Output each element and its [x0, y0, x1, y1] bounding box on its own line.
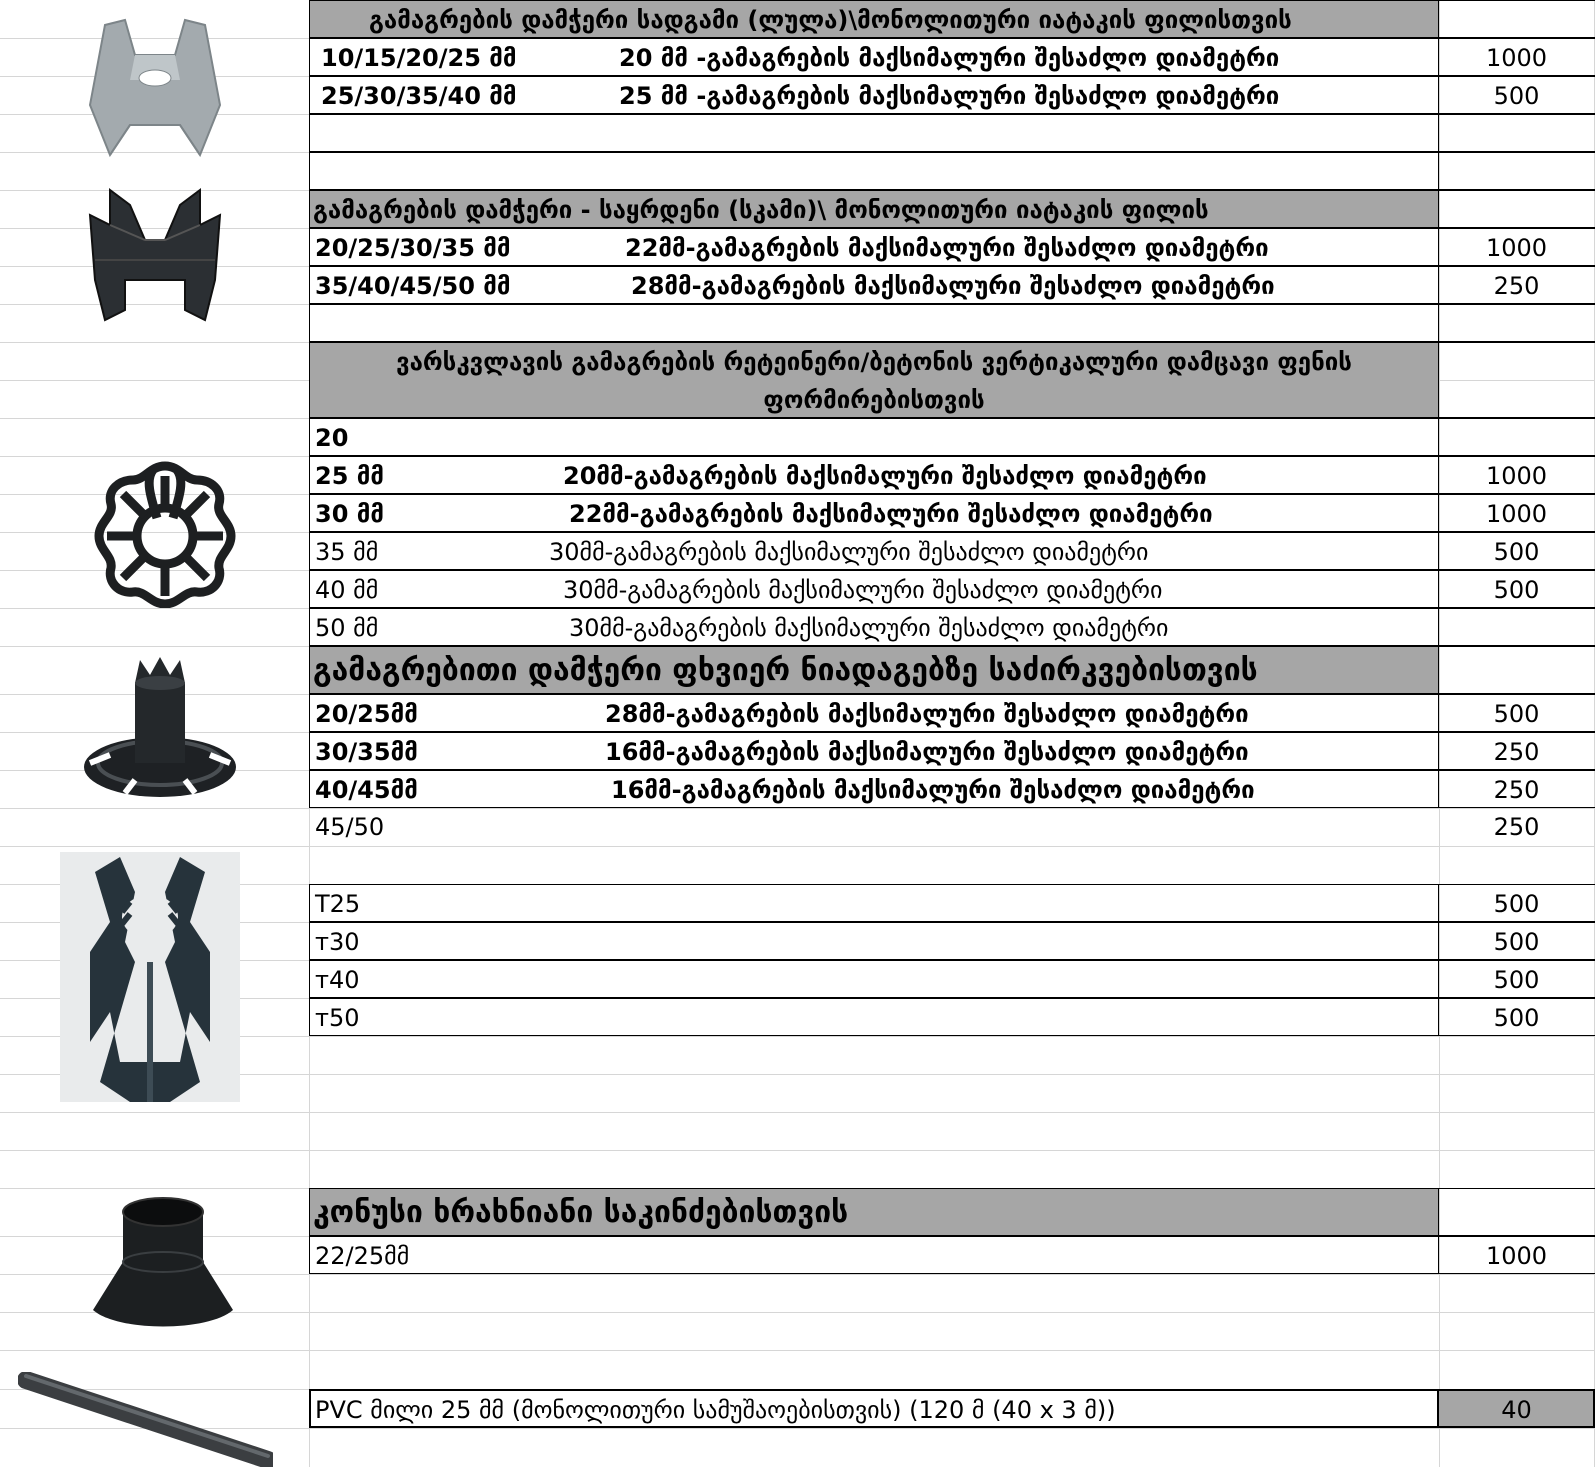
- size-cell: 20/25მმ: [315, 700, 418, 728]
- table-row[interactable]: [309, 418, 1595, 456]
- size-cell: 20/25/30/35 მმ: [315, 234, 511, 262]
- section4-header-row[interactable]: [309, 646, 1595, 694]
- cone-icon: [88, 1192, 238, 1332]
- desc-cell: 30მმ-გამაგრების მაქსიმალური შესაძლო დიამეტრი: [549, 538, 1149, 566]
- section6-header-row[interactable]: [309, 1188, 1595, 1236]
- desc-cell: 20მმ-გამაგრების მაქსიმალური შესაძლო დიამეტრი: [563, 462, 1207, 490]
- qty-cell: 500: [1493, 890, 1540, 918]
- qty-cell: 250: [1493, 776, 1540, 804]
- desc-cell: 30მმ-გამაგრების მაქსიმალური შესაძლო დიამეტრი: [569, 614, 1169, 642]
- qty-cell: 500: [1493, 82, 1540, 110]
- qty-cell: 40: [1501, 1396, 1532, 1424]
- desc-cell: 22მმ-გამაგრების მაქსიმალური შესაძლო დიამეტრი: [625, 234, 1269, 262]
- base-plate-spacer-icon: [80, 655, 240, 805]
- qty-cell: 500: [1493, 966, 1540, 994]
- table-row[interactable]: [309, 998, 1595, 1036]
- gridline: [0, 1150, 1595, 1151]
- section3-title-line2: ფორმირებისთვის: [763, 386, 985, 414]
- size-cell: т30: [315, 928, 360, 956]
- gridline: [0, 1312, 1595, 1313]
- table-row[interactable]: [309, 1236, 1595, 1274]
- star-wheel-spacer-icon: [85, 458, 245, 608]
- table-row[interactable]: [309, 770, 1595, 808]
- qty-cell: 500: [1493, 576, 1540, 604]
- qty-cell: 1000: [1485, 44, 1548, 72]
- section1-header-row[interactable]: [309, 0, 1595, 38]
- size-cell: 40 მმ: [315, 576, 379, 604]
- qty-cell: 250: [1493, 813, 1540, 841]
- qty-cell: 500: [1493, 928, 1540, 956]
- vertical-clip-spacer-icon: [60, 852, 240, 1102]
- desc-cell: 30მმ-გამაგრების მაქსიმალური შესაძლო დიამეტრი: [563, 576, 1163, 604]
- table-row[interactable]: [309, 494, 1595, 532]
- table-row[interactable]: [309, 532, 1595, 570]
- qty-cell: 1000: [1485, 234, 1548, 262]
- size-cell: PVC მილი 25 მმ (მონოლითური სამუშაოებისთვის) (120 მ (40 x 3 მ)): [315, 1396, 1116, 1424]
- size-cell: 25 მმ: [315, 462, 385, 490]
- size-cell: 45/50: [315, 813, 385, 841]
- size-cell: 10/15/20/25 მმ: [321, 44, 517, 72]
- qty-cell: 1000: [1485, 462, 1548, 490]
- size-cell: 35/40/45/50 მმ: [315, 272, 511, 300]
- table-row[interactable]: [309, 732, 1595, 770]
- qty-cell: 500: [1493, 700, 1540, 728]
- table-row[interactable]: [309, 694, 1595, 732]
- black-chair-spacer-icon: [85, 185, 225, 325]
- empty-row[interactable]: [309, 304, 1595, 342]
- qty-cell: 250: [1493, 738, 1540, 766]
- section2-title: გამაგრების დამჭერი - საყრდენი (სკამი)\ მონოლითური იატაკის ფილის: [313, 196, 1209, 224]
- gridline: [0, 1274, 1595, 1275]
- size-cell: 25/30/35/40 მმ: [321, 82, 517, 110]
- section6-title: კონუსი ხრახნიანი საკინძებისთვის: [313, 1195, 849, 1230]
- section1-title: გამაგრების დამჭერი სადგამი (ლულა)\მონოლითური იატაკის ფილისთვის: [369, 6, 1292, 34]
- gray-spacer-chair-icon: [80, 10, 230, 160]
- table-row[interactable]: [309, 76, 1595, 114]
- size-cell: 30 მმ: [315, 500, 385, 528]
- desc-cell: 22მმ-გამაგრების მაქსიმალური შესაძლო დიამეტრი: [569, 500, 1213, 528]
- qty-cell: 1000: [1485, 500, 1548, 528]
- section3-title-line1: ვარსკვლავის გამაგრების რეტეინერი/ბეტონის ვერტიკალური დამცავი ფენის: [396, 348, 1352, 376]
- section4-title: გამაგრებითი დამჭერი ფხვიერ ნიადაგებზე საძირკვებისთვის: [313, 653, 1258, 688]
- size-cell: 35 მმ: [315, 538, 379, 566]
- qty-cell: 500: [1493, 538, 1540, 566]
- size-cell: 22/25მმ: [315, 1242, 410, 1270]
- desc-cell: 20 მმ -გამაგრების მაქსიმალური შესაძლო დიამეტრი: [619, 44, 1280, 72]
- table-row[interactable]: [309, 266, 1595, 304]
- size-cell: 50 მმ: [315, 614, 379, 642]
- table-row[interactable]: [309, 38, 1595, 76]
- size-cell: 20: [315, 424, 349, 452]
- size-cell: 40/45მმ: [315, 776, 418, 804]
- table-row[interactable]: [309, 1389, 1595, 1428]
- desc-cell: 16მმ-გამაგრების მაქსიმალური შესაძლო დიამეტრი: [611, 776, 1255, 804]
- table-row[interactable]: [309, 228, 1595, 266]
- gridline: [0, 1350, 1595, 1351]
- gridline: [0, 1112, 1595, 1113]
- pvc-pipe-icon: [18, 1372, 273, 1467]
- qty-cell: 1000: [1485, 1242, 1548, 1270]
- gridline: [0, 846, 1595, 847]
- desc-cell: 16მმ-გამაგრების მაქსიმალური შესაძლო დიამეტრი: [605, 738, 1249, 766]
- table-row[interactable]: [309, 922, 1595, 960]
- size-cell: 30/35მმ: [315, 738, 418, 766]
- size-cell: T25: [315, 890, 361, 918]
- table-row[interactable]: [309, 570, 1595, 608]
- empty-row[interactable]: [309, 114, 1595, 152]
- table-row[interactable]: [309, 808, 1595, 846]
- table-row[interactable]: [309, 960, 1595, 998]
- empty-row[interactable]: [309, 152, 1595, 190]
- table-row[interactable]: [309, 456, 1595, 494]
- qty-cell: 250: [1493, 272, 1540, 300]
- section2-header-row[interactable]: [309, 190, 1595, 228]
- desc-cell: 28მმ-გამაგრების მაქსიმალური შესაძლო დიამეტრი: [605, 700, 1249, 728]
- section3-header-row[interactable]: [309, 342, 1595, 418]
- size-cell: т40: [315, 966, 360, 994]
- table-row[interactable]: [309, 884, 1595, 922]
- table-row[interactable]: [309, 608, 1595, 646]
- desc-cell: 28მმ-გამაგრების მაქსიმალური შესაძლო დიამეტრი: [631, 272, 1275, 300]
- desc-cell: 25 მმ -გამაგრების მაქსიმალური შესაძლო დიამეტრი: [619, 82, 1280, 110]
- size-cell: т50: [315, 1004, 360, 1032]
- qty-cell: 500: [1493, 1004, 1540, 1032]
